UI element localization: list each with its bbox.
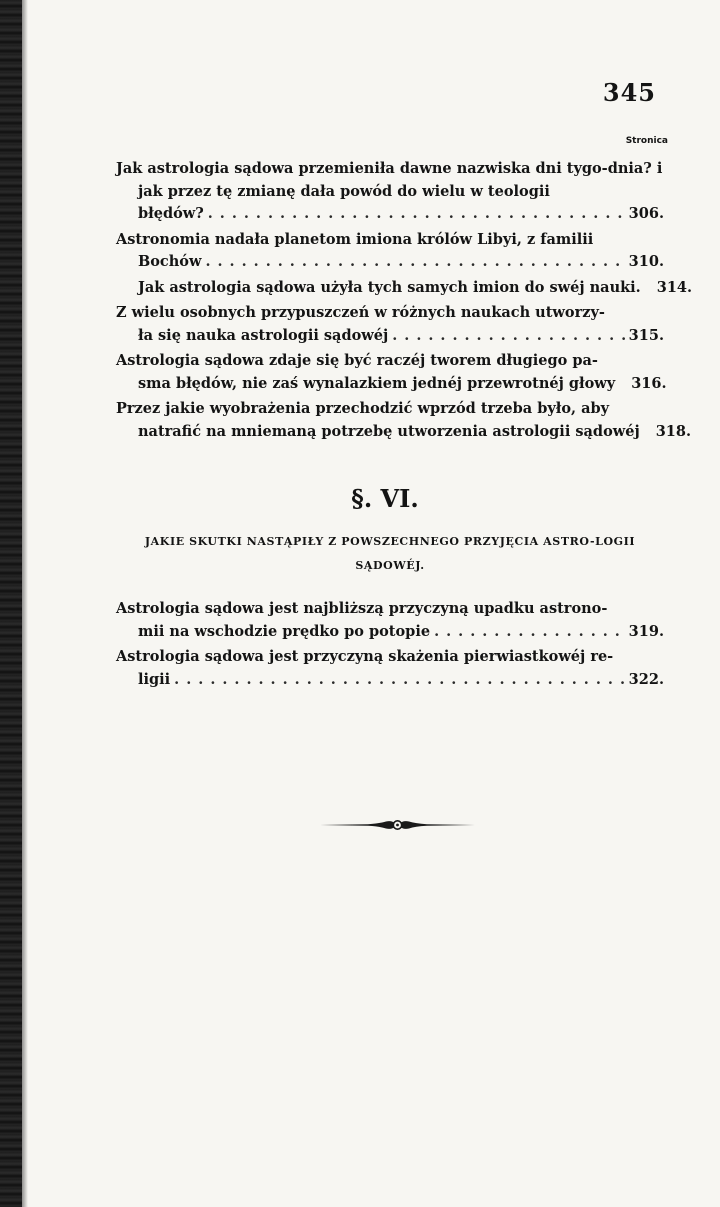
toc-entry-text: Jak astrologia sądowa przemieniła dawne nazwiska dni tygo-dnia? i jak przez tę zmianę dała powód do wielu w teologii (116, 160, 663, 200)
toc-entry-page: 322. (628, 670, 664, 688)
toc-entry-page: 319. (628, 622, 664, 640)
toc-entry-text: Astrologia sądowa jest przyczyną skażenia pierwiastkowéj re- (116, 648, 614, 665)
toc-entry-page: 314. (656, 278, 693, 296)
toc-entry (116, 598, 664, 643)
dot-leader (208, 203, 625, 226)
section-heading: JAKIE SKUTKI NASTĄPIŁY Z POWSZECHNEGO PRZYJĘCIA ASTRO-LOGII SĄDOWÉJ. (144, 535, 636, 572)
toc-entry-text-end: sma błędów, nie zaś wynalazkiem jednéj przewrotnéj głowy (138, 374, 616, 392)
toc-entry-page: 318. (655, 422, 692, 440)
toc-entry (116, 277, 693, 300)
toc-entry-text: Astrologia sądowa zdaje się być raczéj tworem długiego pa- (116, 352, 598, 369)
toc-entry-text-end: ligii (138, 670, 171, 688)
toc-entry-page: 315. (628, 326, 664, 344)
toc-entry-page: 310. (628, 253, 664, 270)
toc-entry (116, 158, 664, 226)
toc-entry (116, 350, 667, 395)
toc-entry-page: 306. (628, 205, 664, 222)
toc-entry-text: Astronomia nadała planetom imiona królów Libyi, z familii (116, 230, 594, 248)
toc-entry-text-end: natrafić na mniemaną potrzebę utworzenia astrologii sądowéj (138, 422, 640, 440)
toc-entry-text-end: Bochów (138, 253, 202, 270)
book-spine-shadow (0, 0, 22, 1207)
dot-leader (205, 251, 624, 274)
dot-leader (174, 669, 625, 692)
page-column-label: Stronica (625, 136, 668, 146)
toc-entry-text-end: mii na wschodzie prędko po potopie (138, 622, 431, 640)
toc-entry-text: Z wielu osobnych przypuszczeń w różnych naukach utworzy- (116, 304, 605, 321)
toc-entry-text: Astrologia sądowa jest najbliższą przyczyną upadku astrono- (116, 600, 608, 617)
toc-entry (116, 646, 664, 691)
page-number: 345 (602, 78, 656, 107)
decorative-rule-ornament-icon (320, 818, 475, 832)
toc-list-part-1 (116, 158, 693, 446)
spine-edge-shadow (22, 0, 28, 1207)
toc-entry (116, 398, 692, 443)
toc-entry-text-end: błędów? (138, 205, 204, 222)
toc-entry-text-end: ła się nauka astrologii sądowéj (138, 326, 389, 344)
toc-entry (116, 302, 664, 347)
section-title: §. VI. (351, 484, 419, 513)
toc-entry (116, 229, 664, 274)
toc-entry-page: 316. (631, 374, 667, 392)
toc-entry-text: Przez jakie wyobrażenia przechodzić wprzód trzeba było, aby (116, 400, 610, 417)
dot-leader (392, 325, 624, 348)
toc-list-part-2 (116, 598, 664, 694)
dot-leader (434, 621, 625, 644)
toc-entry-text-end: Jak astrologia sądowa użyła tych samych imion do swéj nauki. (138, 278, 641, 296)
